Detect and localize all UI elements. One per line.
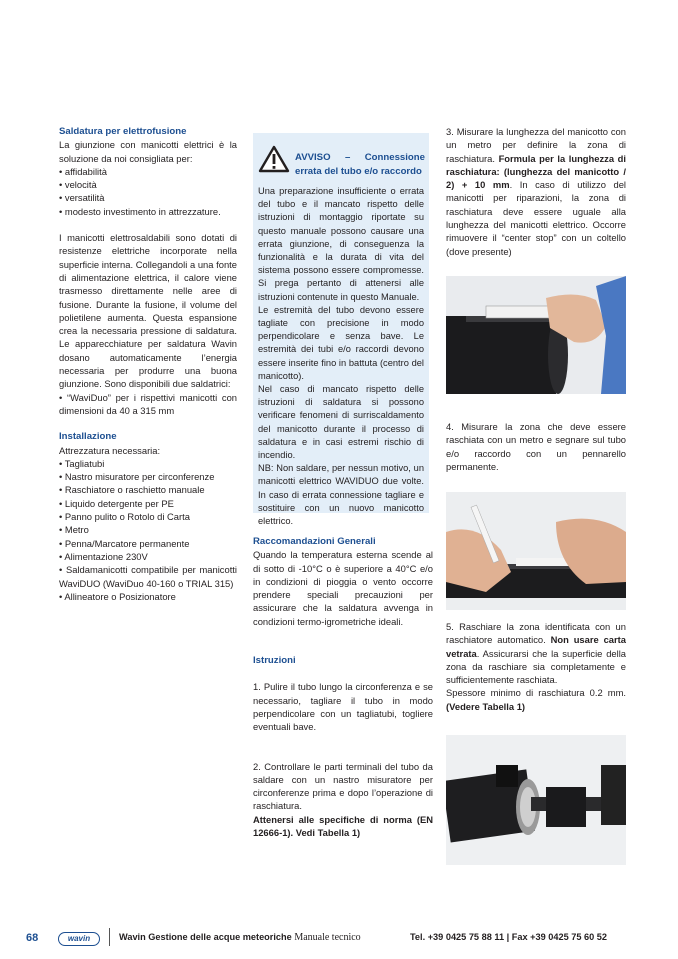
column-left xyxy=(59,125,237,603)
step-5-thickness-text: Spessore minimo di raschiatura 0.2 mm. xyxy=(446,687,626,699)
heading-saldatura: Saldatura per elettrofusione xyxy=(59,126,187,137)
warning-paragraph: Le estremità del tubo devono essere tagliate con precisione in modo perpendicolare e senza bave. Le estremità dei tubi e/o raccordi devono essere inserite fino in battuta (centro del manicotto). xyxy=(258,304,424,381)
list-item: • Liquido detergente per PE xyxy=(59,497,174,509)
heading-istruzioni: Istruzioni xyxy=(253,655,296,667)
step-4: 4. Misurare la zona che deve essere raschiata con un metro e segnare sul tubo e/o raccordo con un pennarello permanente. xyxy=(446,421,626,472)
warning-body xyxy=(258,185,424,528)
step-3-formula: Formula per la lunghezza di raschiatura: (lunghezza del manicotto / 2) + 10 mm xyxy=(446,152,626,191)
list-item: • Raschiatore o raschietto manuale xyxy=(59,484,205,496)
step-5-block xyxy=(446,620,626,713)
step-2: 2. Controllare le parti terminali del tubo da saldare con un nastro misuratore per circonferenze prima e dopo l’operazione di raschiatura. xyxy=(253,760,433,812)
waviduo-bullet: • “WaviDuo” per i rispettivi manicotti con dimensioni da 40 a 315 mm xyxy=(59,391,237,416)
footer-title xyxy=(119,932,361,943)
list-item: • Tagliatubi xyxy=(59,457,105,469)
photo-scraping-tool xyxy=(446,735,626,865)
step-5-thickness xyxy=(446,686,626,713)
list-item: • Panno pulito o Rotolo di Carta xyxy=(59,511,190,523)
step-5 xyxy=(446,620,626,686)
footer-subtitle: Manuale tecnico xyxy=(294,932,361,943)
advantages-list xyxy=(59,165,237,218)
list-item: • velocità xyxy=(59,179,97,191)
footer-contact: Tel. +39 0425 75 88 11 | Fax +39 0425 75 60 52 xyxy=(410,932,608,942)
list-item: • Nastro misuratore per circonferenze xyxy=(59,471,215,483)
recommendation-text: Quando la temperatura esterna scende al di sotto di -10°C o è superiore a 40°C e/o in condizioni di pioggia o vento occorre prendere speciali precauzioni per assicurare che la saldatura avvenga in condizioni termo-igrometriche ideali. xyxy=(253,549,433,627)
step-5-text: 5. Raschiare la zona identificata con un raschiatore automatico. xyxy=(446,621,626,646)
warning-title xyxy=(295,151,425,179)
electrofusion-text: I manicotti elettrosaldabili sono dotati di resistenze elettriche incorporate nella superficie interna. Collegandoli a una fonte di alimentazione elettrica, il calore viene trasmesso direttamente nelle aree di fusione. Durante la fusione, il volume del polietilene aumenta. Questa espansione crea la necessaria pressione di saldatura. Le apparecchiature per saldatura Wavin dosano automaticamente l’energia necessaria per produrre una buona giunzione. Sono disponibili due saldatrici: xyxy=(59,232,237,390)
wavin-logo: wavin xyxy=(58,932,100,946)
list-item: • Allineatore o Posizionatore xyxy=(59,590,176,602)
page-footer xyxy=(0,928,678,948)
warning-triangle-icon xyxy=(258,145,290,173)
step-3-text: 3. Misurare la lunghezza del manicotto con un metro per definire la zona di raschiatura. xyxy=(446,126,626,164)
footer-title-text: Wavin Gestione delle acque meteoriche xyxy=(119,932,292,942)
list-item: • Penna/Marcatore permanente xyxy=(59,537,190,549)
warning-paragraph: Nel caso di mancato rispetto delle istruzioni di saldatura si possono verificare fenomeni di surriscaldamento del manicotto durante il processo di saldatura e in casi estremi rischio di incendio. xyxy=(258,384,424,461)
list-item: • Alimentazione 230V xyxy=(59,550,148,562)
warning-paragraph: NB: Non saldare, per nessun motivo, un manicotti elettrico WAVIDUO due volte. In caso di errata connessione tagliare e sostituire con un nuovo manicotto elettrico. xyxy=(258,463,424,527)
step-5-warning: Non usare carta vetrata xyxy=(446,634,626,659)
equipment-intro: Attrezzatura necessaria: xyxy=(59,444,161,456)
heading-installazione: Installazione xyxy=(59,431,117,443)
step-5-text-end: . Assicurarsi che la superficie della zona da raschiare sia completamente e sufficientemente raschiata. xyxy=(446,647,626,686)
photo-scraping-tool-image xyxy=(446,735,626,865)
list-item: • Saldamanicotti compatibile per manicotti WaviDUO (WaviDuo 40-160 o TRIAL 315) xyxy=(59,564,237,589)
photo-marking-pipe-image xyxy=(446,492,626,610)
warning-paragraph: Una preparazione insufficiente o errata del tubo e il mancato rispetto delle istruzioni di montaggio riportate su questo manuale possono causare una errata giunzione, di conseguenza la funzionalità e la durata di vita del sistema possono essere compromesse. Si prega pertanto di attenersi alle istruzioni contenute in questo Manuale. xyxy=(258,186,424,302)
column-middle xyxy=(253,535,433,839)
list-item: • versatilità xyxy=(59,192,105,204)
warning-title-line1: AVVISO – Connessione xyxy=(295,152,425,163)
list-item: • Metro xyxy=(59,524,89,536)
step-4-block xyxy=(446,420,626,473)
heading-raccomandazioni: Raccomandazioni Generali xyxy=(253,536,376,547)
equipment-list xyxy=(59,457,237,603)
step-5-table-ref: (Vedere Tabella 1) xyxy=(446,700,526,712)
warning-title-line2: errata del tubo e/o raccordo xyxy=(295,166,422,177)
step-3-text-end: . In caso di utilizzo del manicotti per riparazioni, la zona di raschiatura deve essere uguale alla lunghezza del manicotti elettrico. Occorre rimuovere il “center stop” con un coltello (dove presente) xyxy=(446,179,626,257)
intro-text: La giunzione con manicotti elettrici è la soluzione da noi consigliata per: xyxy=(59,139,237,164)
photo-measuring-coupler-image xyxy=(446,276,626,394)
step-2-note: Attenersi alle specifiche di norma (EN 12666-1). Vedi Tabella 1) xyxy=(253,813,433,839)
photo-measuring-coupler xyxy=(446,276,626,394)
column-right xyxy=(446,125,626,258)
list-item: • modesto investimento in attrezzature. xyxy=(59,205,221,217)
page-number: 68 xyxy=(26,932,39,944)
warning-box xyxy=(253,133,429,527)
list-item: • affidabilità xyxy=(59,165,107,177)
step-3 xyxy=(446,125,626,258)
step-1: 1. Pulire il tubo lungo la circonferenza e se necessario, tagliare il tubo in modo perpendicolare con un tagliatubi, togliere eventuali bave. xyxy=(253,681,433,733)
footer-divider xyxy=(109,928,110,946)
photo-marking-pipe xyxy=(446,492,626,610)
